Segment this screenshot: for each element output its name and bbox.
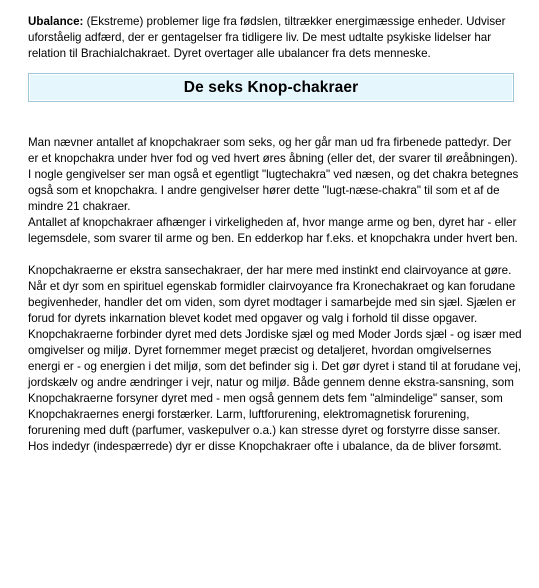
intro-paragraph [28,14,523,62]
intro-section [28,14,523,62]
section-heading: De seks Knop-chakraer [183,78,359,96]
intro-text: (Ekstreme) problemer lige fra fødslen, tiltrækker energimæssige enheder. Udviser uforståelig adfærd, der er gentagelser fra tidligere liv. De mest udtalte psykiske lidelser har relation til Brachialchakraet. Dyret overtager alle ubalancer fra dets menneske. [28,15,506,60]
body-paragraph: Knopchakraerne forbinder dyret med dets Jordiske sjæl og med Moder Jords sjæl - og især med omgivelser og miljø. Dyret fornemmer meget præcist og detaljeret, hvordan omgivelsernes energi er - og energien i det miljø, som det befinder sig i. Det gør dyret i stand til at forudane vej, jordskælv og andre ændringer i vejr, natur og miljø. Både gennem denne ekstra-sansning, som Knopchakraerne forsyner dyret med - men også gennem dets fem "almindelige" sanser, som Knopchakraernes energi forstærker. Larm, luftforurening, elektromagnetisk forurening, forurening med duft (parfumer, vaskepulver o.a.) kan stresse dyret og forstyrre disse sanser. Hos indedyr (indespærrede) dyr er disse Knopchakraer ofte i ubalance, da de bliver forsømt. [28,328,522,453]
paragraph-gap [28,247,523,263]
section-heading-box [28,73,514,102]
intro-term: Ubalance: [28,15,84,28]
section-body [28,135,523,455]
body-paragraph: Antallet af knopchakraer afhænger i virkeligheden af, hvor mange arme og ben, dyret har - eller legemsdele, som svarer til arme og ben. En edderkop har f.eks. et knopchakra under hvert ben. [28,216,518,245]
body-paragraph: Man nævner antallet af knopchakraer som seks, og her går man ud fra firbenede pattedyr. Der er et knopchakra under hver fod og ved hvert øres åbning (eller det, der svarer til øreåbningen). I nogle gengivelser ser man også et egentligt "lugtechakra" ved næsen, og det chakra betegnes også som et knopchakra. I andre gengivelser hører dette "lugt-næse-chakra" til som et af de mindre 21 chakraer. [28,136,519,213]
body-paragraph: Knopchakraerne er ekstra sansechakraer, der har mere med instinkt end clairvoyance at gøre. [28,264,512,277]
document-page [28,14,523,455]
body-paragraph: Når et dyr som en spirituel egenskab formidler clairvoyance fra Kronechakraet og kan forudane begivenheder, handler det om viden, som dyret modtager i samarbejde med sin sjæl. Sjælen er forud for dyrets inkarnation blevet kodet med opgaver og valg i forhold til disse opgaver. [28,280,516,325]
